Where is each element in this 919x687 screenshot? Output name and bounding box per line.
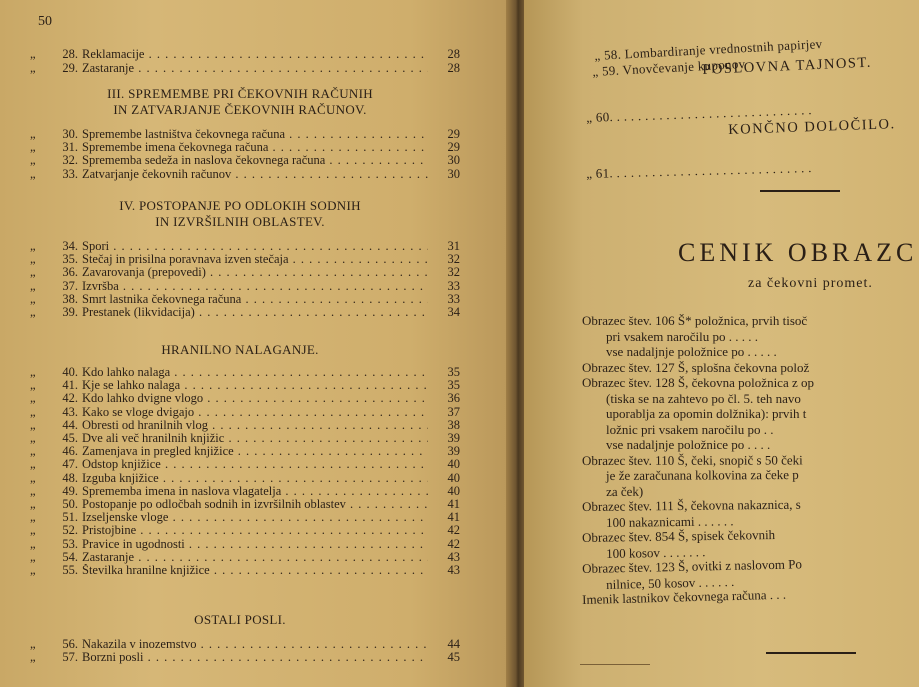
price-line: je že zaračunana kolkovina za čeke p [605, 466, 799, 483]
toc-entry: „ 57. Borzni posli . . . 45 [30, 651, 460, 664]
toc-entry: „ 45. Dve ali več hranilnih knjižic . . . 39 [30, 432, 460, 445]
toc-entry: „ 52. Pristojbine . . . 42 [30, 524, 460, 537]
toc-entry: „ 35. Stečaj in prisilna poravnava izven stečaja . . . 32 [30, 253, 460, 266]
price-line: Imenik lastnikov čekovnega računa . . . [581, 586, 787, 607]
toc-entry: „ 48. Izguba knjižice . . . 40 [30, 472, 460, 485]
price-line: vse nadaljnje položnice po . . . . . [606, 344, 777, 359]
section-heading: III. SPREMEMBE PRI ČEKOVNIH RAČUNIH IN ZATVARJANJE ČEKOVNIH RAČUNOV. [107, 86, 373, 117]
price-line: Obrazec štev. 110 Š, čeki, snopič s 50 čeki [581, 451, 803, 468]
price-line: Obrazec štev. 123 Š, ovitki z naslovom Po [581, 556, 803, 576]
toc-entry: „ 56. Nakazila v inozemstvo . . . 44 [30, 638, 460, 651]
price-line: (tiska se na zahtevo po čl. 5. teh navo [606, 390, 801, 406]
price-line: Obrazec štev. 127 Š, splošna čekovna polož [582, 359, 810, 375]
section-heading: IV. POSTOPANJE PO ODLOKIH SODNIH IN IZVRŠILNIH OBLASTEV. [119, 198, 361, 229]
toc-entry: „ 54. Zastaranje . . . 43 [30, 551, 460, 564]
cenik-subtitle: za čekovni promet. [748, 276, 873, 291]
toc-entry: „ 30. Spremembe lastništva čekovnega računa . . . 29 [30, 128, 460, 141]
price-line: za ček) [605, 483, 644, 499]
section-heading: OSTALI POSLI. [194, 612, 286, 627]
price-line: Obrazec štev. 854 Š, spisek čekovnih [581, 526, 776, 545]
toc-entry: „ 46. Zamenjava in pregled knjižice . . . 39 [30, 445, 460, 458]
toc-entry: „ 53. Pravice in ugodnosti . . . 42 [30, 538, 460, 551]
page-number: 50 [38, 14, 52, 29]
toc-entry: „ 31. Spremembe imena čekovnega računa . . . 29 [30, 141, 460, 154]
toc-entry: „ 34. Spori . . . 31 [30, 240, 460, 253]
toc-entry: „ 36. Zavarovanja (prepovedi) . . . 32 [30, 266, 460, 279]
section-heading: HRANILNO NALAGANJE. [161, 342, 319, 357]
price-line: Obrazec štev. 128 Š, čekovna položnica z op [582, 375, 814, 390]
heading-poslovna-tajnost: POSLOVNA TAJNOST. [702, 54, 873, 78]
toc-entry-58: „ 58. Lombardiranje vrednostnih papirjev [594, 36, 823, 63]
toc-entry: „ 42. Kdo lahko dvigne vlogo . . . 36 [30, 392, 460, 405]
price-line: nilnice, 50 kosov . . . . . . [605, 573, 735, 592]
heading-koncno-dolocilo: KONČNO DOLOČILO. [728, 116, 896, 138]
toc-entry: „ 37. Izvršba . . . 33 [30, 280, 460, 293]
cenik-title: CENIK OBRAZC [678, 238, 918, 267]
divider-rule [580, 664, 650, 665]
toc-entry: „ 49. Sprememba imena in naslova vlagatelja . . . 40 [30, 485, 460, 498]
price-line: Obrazec štev. 111 Š, čekovna nakaznica, s [581, 496, 801, 514]
toc-entry: „ 28. Reklamacije . . . 28 [30, 48, 460, 61]
price-line: pri vsakem naročilu po . . . . . [606, 328, 758, 344]
toc-entry: „ 43. Kako se vloge dvigajo . . . 37 [30, 406, 460, 419]
toc-entry: „ 47. Odstop knjižice . . . 40 [30, 458, 460, 471]
toc-entry: „ 38. Smrt lastnika čekovnega računa . . . 33 [30, 293, 460, 306]
toc-entry: „ 32. Sprememba sedeža in naslova čekovnega računa . . . 30 [30, 154, 460, 167]
price-line: 100 nakaznicami . . . . . . [605, 512, 734, 530]
toc-entry: „ 50. Postopanje po odločbah sodnih in izvršilnih oblastev . . . 41 [30, 498, 460, 511]
price-line: Obrazec štev. 106 Š* položnica, prvih tisoč [582, 313, 808, 328]
toc-entry: „ 29. Zastaranje . . . 28 [30, 62, 460, 75]
toc-entry: „ 40. Kdo lahko nalaga . . . 35 [30, 366, 460, 379]
toc-entry: „ 51. Izseljenske vloge . . . 41 [30, 511, 460, 524]
toc-entry-61: „ 61. . . . . . . . . . . . . . . . . . . . . . . . . . . . . [586, 160, 812, 181]
toc-entry: „ 33. Zatvarjanje čekovnih računov . . . 30 [30, 168, 460, 181]
toc-entry: „ 39. Prestanek (likvidacija) . . . 34 [30, 306, 460, 319]
price-line: uporablja za opomin dolžnika): prvih t [606, 406, 807, 421]
toc-entry-59: „ 59. Vnovčevanje kuponov [592, 55, 746, 79]
toc-entry-60: „ 60. . . . . . . . . . . . . . . . . . . . . . . . . . . . . [586, 102, 812, 125]
divider-rule [760, 190, 840, 192]
toc-entry: „ 55. Številka hranilne knjižice . . . 43 [30, 564, 460, 577]
price-line: 100 kosov . . . . . . . [605, 543, 706, 561]
right-page [524, 0, 919, 687]
price-line: vse nadaljnje položnice po . . . . [606, 437, 771, 452]
price-line: ložnic pri vsakem naročilu po . . [606, 421, 774, 437]
divider-rule [766, 652, 856, 654]
toc-entry: „ 41. Kje se lahko nalaga . . . 35 [30, 379, 460, 392]
toc-entry: „ 44. Obresti od hranilnih vlog . . . 38 [30, 419, 460, 432]
